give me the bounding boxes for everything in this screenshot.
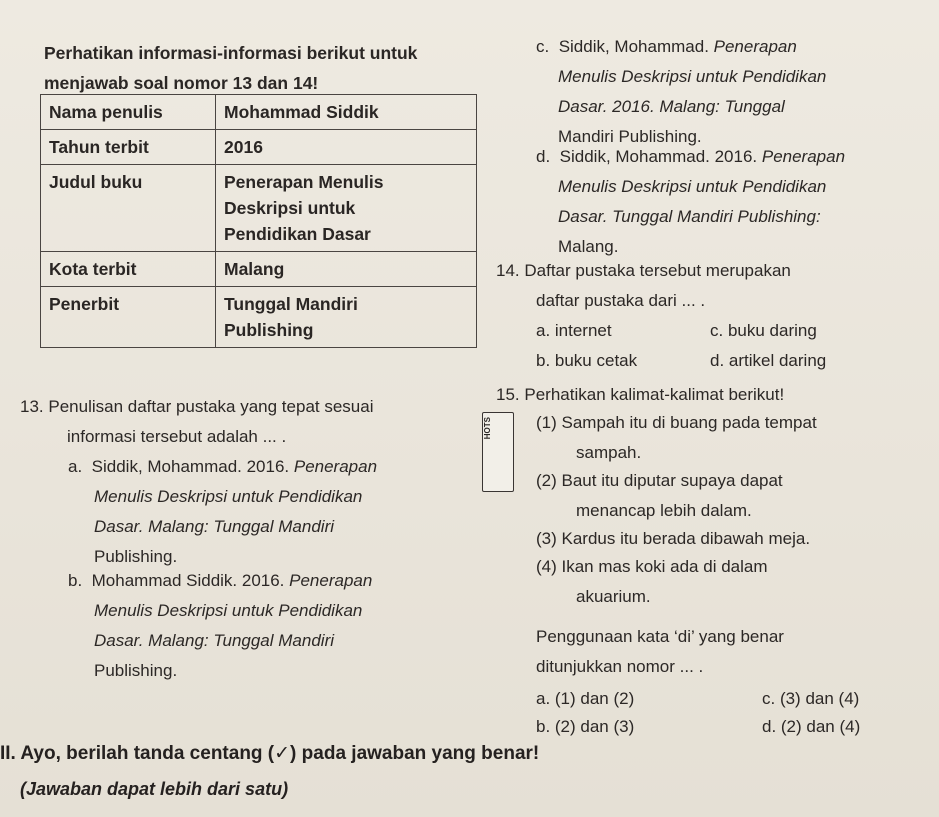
- q14-option-a[interactable]: a. internet: [536, 321, 612, 340]
- table-key: Judul buku: [41, 165, 216, 252]
- section-title: II. Ayo, berilah tanda centang (✓) pada jawaban yang benar!: [0, 743, 540, 764]
- q15-option-b[interactable]: b. (2) dan (3): [536, 717, 635, 736]
- sentence-3: (3) Kardus itu berada dibawah meja.: [536, 529, 811, 548]
- table-value: Tunggal Mandiri Publishing: [216, 287, 477, 348]
- question-13: 13. Penulisan daftar pustaka yang tepat sesuai: [20, 397, 374, 416]
- table-row: [41, 287, 477, 348]
- table-row: [41, 165, 477, 252]
- question-number: 14.: [496, 261, 520, 280]
- q15-option-d[interactable]: d. (2) dan (4): [762, 717, 861, 736]
- intro-text: [44, 38, 417, 98]
- table-row: [41, 252, 477, 287]
- table-key: Kota terbit: [41, 252, 216, 287]
- section-subtitle: (Jawaban dapat lebih dari satu): [20, 779, 289, 799]
- question-14: 14. Daftar pustaka tersebut merupakan: [496, 261, 791, 280]
- table-key: Tahun terbit: [41, 130, 216, 165]
- table-value: Malang: [216, 252, 477, 287]
- table-key: Penerbit: [41, 287, 216, 348]
- q13-option-a[interactable]: a. Siddik, Mohammad. 2016. Penerapan Menulis Deskripsi untuk Pendidikan Dasar. Malang: Tunggal Mandiri Publishing.: [68, 457, 378, 566]
- question-15: 15. Perhatikan kalimat-kalimat berikut!: [496, 385, 785, 404]
- hots-badge: HOTS: [482, 412, 514, 492]
- question-15-prompt: Penggunaan kata ‘di’ yang benar ditunjukkan nomor ... .: [536, 627, 784, 676]
- table-key: Nama penulis: [41, 95, 216, 130]
- q15-option-c[interactable]: c. (3) dan (4): [762, 689, 860, 708]
- book-info-table: [40, 94, 477, 348]
- q13-option-c[interactable]: c. Siddik, Mohammad. Penerapan Menulis Deskripsi untuk Pendidikan Dasar. 2016. Malang: Tunggal Mandiri Publishing.: [536, 37, 827, 146]
- sentence-1: (1) Sampah itu di buang pada tempat sampah.: [536, 413, 817, 462]
- table-value: Mohammad Siddik: [216, 95, 477, 130]
- table-value: Penerapan Menulis Deskripsi untuk Pendidikan Dasar: [216, 165, 477, 252]
- question-number: 15.: [496, 385, 520, 404]
- question-14-line-2: daftar pustaka dari ... .: [536, 291, 706, 310]
- intro-line-2: menjawab soal nomor 13 dan 14!: [44, 73, 319, 93]
- q13-option-d[interactable]: d. Siddik, Mohammad. 2016. Penerapan Menulis Deskripsi untuk Pendidikan Dasar. Tunggal Mandiri Publishing: Malang.: [536, 147, 846, 256]
- q14-option-b[interactable]: b. buku cetak: [536, 351, 638, 370]
- table-row: [41, 130, 477, 165]
- sentence-4: (4) Ikan mas koki ada di dalam akuarium.: [536, 557, 768, 606]
- q14-option-c[interactable]: c. buku daring: [710, 321, 817, 340]
- q14-option-d[interactable]: d. artikel daring: [710, 351, 827, 370]
- question-13-line-2: informasi tersebut adalah ... .: [67, 427, 287, 446]
- table-row: [41, 95, 477, 130]
- sentence-2: (2) Baut itu diputar supaya dapat menancap lebih dalam.: [536, 471, 783, 520]
- q13-option-b[interactable]: b. Mohammad Siddik. 2016. Penerapan Menulis Deskripsi untuk Pendidikan Dasar. Malang: Tunggal Mandiri Publishing.: [68, 571, 373, 680]
- intro-line-1: Perhatikan informasi-informasi berikut untuk: [44, 43, 418, 63]
- table-value: 2016: [216, 130, 477, 165]
- q15-option-a[interactable]: a. (1) dan (2): [536, 689, 635, 708]
- question-number: 13.: [20, 397, 44, 416]
